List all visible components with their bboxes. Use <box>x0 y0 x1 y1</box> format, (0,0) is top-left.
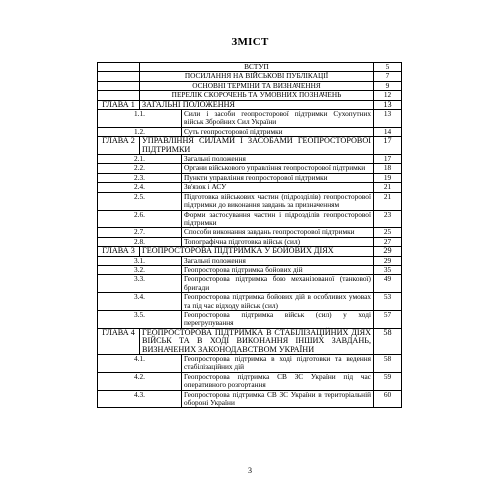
toc-body <box>98 63 402 408</box>
toc-section-title: Форми застосування частин і підрозділів геопросторової підтримки <box>182 210 374 228</box>
toc-row <box>98 228 402 237</box>
toc-chapter-cell <box>98 72 140 81</box>
toc-section-number: 4.3. <box>98 390 182 408</box>
toc-row <box>98 110 402 128</box>
toc-page-number: 25 <box>374 228 402 237</box>
toc-chapter-title: УПРАВЛІННЯ СИЛАМИ І ЗАСОБАМИ ГЕОПРОСТОРОВОЇ ПІДТРИМКИ <box>140 137 374 155</box>
toc-row <box>98 275 402 293</box>
toc-chapter-cell <box>98 91 140 100</box>
toc-section-title: Геопросторова підтримка бойових дій <box>182 265 374 274</box>
toc-page-number: 13 <box>374 100 402 109</box>
toc-entry-title: ПОСИЛАННЯ НА ВІЙСЬКОВІ ПУБЛІКАЦІЇ <box>140 72 374 81</box>
toc-row <box>98 210 402 228</box>
toc-page-number: 17 <box>374 155 402 164</box>
toc-section-number: 1.2. <box>98 127 182 136</box>
toc-page-number: 13 <box>374 110 402 128</box>
toc-page-number: 59 <box>374 372 402 390</box>
toc-section-number: 3.3. <box>98 275 182 293</box>
toc-section-number: 2.1. <box>98 155 182 164</box>
toc-chapter-title: ГЕОПРОСТОРОВА ПІДТРИМКА У БОЙОВИХ ДІЯХ <box>140 247 374 256</box>
toc-chapter-label: ГЛАВА 1 <box>98 100 140 109</box>
toc-chapter-label: ГЛАВА 2 <box>98 137 140 155</box>
toc-section-title: Сили і засоби геопросторової підтримки Сухопутних військ Збройних Сил України <box>182 110 374 128</box>
page-number: 3 <box>248 466 252 475</box>
toc-section-title: Геопросторова підтримка СВ ЗС України в територіальній обороні України <box>182 390 374 408</box>
toc-section-number: 2.2. <box>98 164 182 173</box>
toc-section-title: Загальні положення <box>182 256 374 265</box>
toc-page-number: 9 <box>374 81 402 90</box>
toc-page-number: 49 <box>374 275 402 293</box>
toc-section-title: Геопросторова підтримка бойових дій в особливих умовах та під час відходу військ (сил) <box>182 293 374 311</box>
toc-row <box>98 310 402 328</box>
toc-row <box>98 247 402 256</box>
toc-page-number: 29 <box>374 256 402 265</box>
toc-section-title: Топографічна підготовка військ (сил) <box>182 237 374 246</box>
toc-row <box>98 137 402 155</box>
toc-row <box>98 293 402 311</box>
toc-page-number: 29 <box>374 247 402 256</box>
toc-section-number: 4.1. <box>98 355 182 373</box>
toc-page-number: 23 <box>374 210 402 228</box>
toc-entry-title: ОСНОВНІ ТЕРМІНИ ТА ВИЗНАЧЕННЯ <box>140 81 374 90</box>
toc-section-title: Геопросторова підтримка бою механізованої (танкової) бригади <box>182 275 374 293</box>
toc-page-number: 5 <box>374 63 402 72</box>
toc-section-number: 2.8. <box>98 237 182 246</box>
toc-section-number: 2.4. <box>98 183 182 192</box>
toc-page-number: 53 <box>374 293 402 311</box>
toc-section-number: 2.3. <box>98 173 182 182</box>
toc-section-title: Способи виконання завдань геопросторової підтримки <box>182 228 374 237</box>
toc-chapter-label: ГЛАВА 3 <box>98 247 140 256</box>
toc-row <box>98 183 402 192</box>
toc-row <box>98 192 402 210</box>
toc-page-number: 27 <box>374 237 402 246</box>
toc-section-title: Суть геопросторової підтримки <box>182 127 374 136</box>
toc-page-number: 7 <box>374 72 402 81</box>
toc-chapter-cell <box>98 81 140 90</box>
toc-entry-title: ВСТУП <box>140 63 374 72</box>
toc-section-number: 2.6. <box>98 210 182 228</box>
toc-chapter-title: ГЕОПРОСТОРОВА ПІДТРИМКА В СТАБІЛІЗАЦІЙНИХ ДІЯХ ВІЙСЬК ТА В ХОДІ ВИКОНАННЯ ІНШИХ ЗАВДАНЬ, ВИЗНАЧЕНИХ ЗАКОНОДАВСТВОМ УКРАЇНИ <box>140 328 374 354</box>
toc-page-number: 57 <box>374 310 402 328</box>
toc-section-number: 3.5. <box>98 310 182 328</box>
page-title: ЗМІСТ <box>231 36 269 48</box>
toc-section-title: Геопросторова підтримка в ході підготовки та ведення стабілізаційних дій <box>182 355 374 373</box>
toc-row <box>98 355 402 373</box>
toc-section-title: Пункти управління геопросторової підтримки <box>182 173 374 182</box>
toc-section-title: Геопросторова підтримка СВ ЗС України під час оперативного розгортання <box>182 372 374 390</box>
toc-row <box>98 72 402 81</box>
toc-section-title: Геопросторова підтримка військ (сил) у ході перегрупування <box>182 310 374 328</box>
toc-row <box>98 164 402 173</box>
toc-section-number: 3.2. <box>98 265 182 274</box>
toc-section-title: Загальні положення <box>182 155 374 164</box>
toc-section-title: Підготовка військових частин (підрозділів) геопросторової підтримки до виконання завдань за призначенням <box>182 192 374 210</box>
toc-page-number: 60 <box>374 390 402 408</box>
toc-page-number: 12 <box>374 91 402 100</box>
toc-page-number: 58 <box>374 328 402 354</box>
table-of-contents <box>97 62 402 408</box>
toc-page-number: 35 <box>374 265 402 274</box>
toc-section-number: 3.4. <box>98 293 182 311</box>
toc-page-number: 21 <box>374 183 402 192</box>
toc-page-number: 17 <box>374 137 402 155</box>
toc-row <box>98 372 402 390</box>
toc-section-title: Зв'язок і АСУ <box>182 183 374 192</box>
toc-page-number: 19 <box>374 173 402 182</box>
toc-page-number: 21 <box>374 192 402 210</box>
toc-chapter-cell <box>98 63 140 72</box>
toc-section-title: Органи військового управління геопросторової підтримки <box>182 164 374 173</box>
toc-section-number: 2.5. <box>98 192 182 210</box>
toc-page-number: 18 <box>374 164 402 173</box>
toc-section-number: 2.7. <box>98 228 182 237</box>
toc-row <box>98 91 402 100</box>
toc-chapter-label: ГЛАВА 4 <box>98 328 140 354</box>
toc-chapter-title: ЗАГАЛЬНІ ПОЛОЖЕННЯ <box>140 100 374 109</box>
toc-section-number: 1.1. <box>98 110 182 128</box>
toc-page-number: 58 <box>374 355 402 373</box>
toc-section-number: 3.1. <box>98 256 182 265</box>
toc-row <box>98 390 402 408</box>
toc-entry-title: ПЕРЕЛІК СКОРОЧЕНЬ ТА УМОВНИХ ПОЗНАЧЕНЬ <box>140 91 374 100</box>
toc-section-number: 4.2. <box>98 372 182 390</box>
toc-page-number: 14 <box>374 127 402 136</box>
toc-row <box>98 328 402 354</box>
